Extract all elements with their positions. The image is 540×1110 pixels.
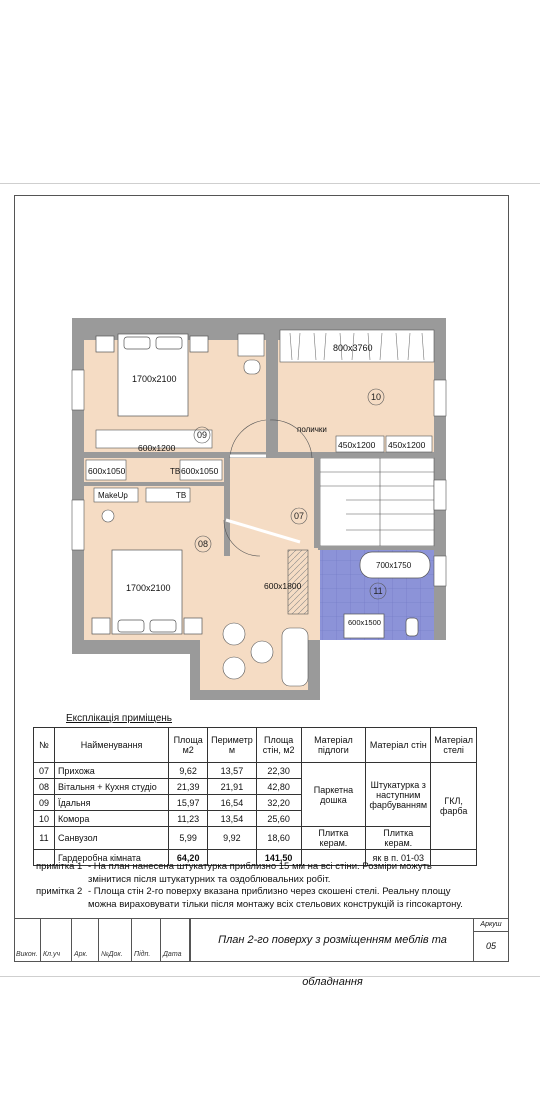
cell-doc-label: №Док. [101,951,123,958]
explication-title: Експлікація приміщень [66,713,172,724]
wardrobe-hall-label: 600x1800 [264,581,302,591]
table-row [34,763,477,779]
makeup-stool [102,510,114,522]
shelves-label: полички [297,425,327,434]
cell-no: 09 [34,795,55,811]
cell-perimeter: 21,91 [208,779,257,795]
cell-keys-label: Кл.уч [43,951,61,958]
cell-no: 08 [34,779,55,795]
cell-name: Комора [54,811,168,827]
cabinet-left1-label: 600x1050 [88,466,126,476]
cell-perimeter: 13,57 [208,763,257,779]
table-header-row [34,728,477,763]
cabinet-bedroom-label: 600x1200 [138,443,176,453]
cell-no: 07 [34,763,55,779]
header-floor-material: Матеріал підлоги [301,728,366,763]
cell-walls: 18,60 [256,827,301,850]
cell-walls: 42,80 [256,779,301,795]
note-2-label: примітка 2 [36,886,83,897]
room-11-number: 11 [373,586,383,596]
header-perimeter: Периметр м [208,728,257,763]
title-block [14,918,507,988]
drawing-title: План 2-го поверху з розміщенням меблів та обладнання [190,918,474,961]
stairs [320,458,434,546]
header-ceiling-material: Матеріал стелі [431,728,477,763]
cell-signature-label: Підп. [134,951,151,958]
cell-walls: 25,60 [256,811,301,827]
sheet-number: 05 [485,941,496,951]
cell-name: Вітальня + Кухня студіо [54,779,168,795]
note-1-label: примітка 1 [36,861,83,872]
cell-last-note: як в п. 01-03 [366,850,431,866]
header-area: Площа м2 [169,728,208,763]
cell-perimeter: 9,92 [208,827,257,850]
tv2-label: ТВ [176,491,187,500]
cell-no: 10 [34,811,55,827]
room-09-number: 09 [196,430,208,440]
room-08-number: 08 [197,539,209,549]
cell-wall-tile: Плитка керам. [366,827,431,850]
cell-sheet-label: Арк. [74,951,88,958]
cell-sheet [72,918,99,961]
note-2 [36,885,468,911]
tv1-label: ТВ [170,467,181,476]
note-2-text: - Площа стін 2-го поверху вказана приблизно через скошені стелі. Реальну площу можна вираховувати тільки після монтажу всіх стельових конструкцій із гіпсокартону. [88,886,463,910]
cell-area: 9,62 [169,763,208,779]
cell-name: Гардеробна кімната [54,850,168,866]
header-no: № [34,728,55,763]
cell-perimeter: 16,54 [208,795,257,811]
header-wall-material: Матеріал стін [366,728,431,763]
cell-name: Прихожа [54,763,168,779]
bed-top-label: 1700x2100 [132,374,177,384]
table-row [34,827,477,850]
shower-label: 600x1500 [348,618,381,627]
cell-area: 5,99 [169,827,208,850]
cell-area: 21,39 [169,779,208,795]
cell-executor [14,918,41,961]
header-walls: Площа стін, м2 [256,728,301,763]
cell-name: Санвузол [54,827,168,850]
cell-area: 11,23 [169,811,208,827]
header-name: Найменування [54,728,168,763]
cell-area: 64,20 [169,850,208,866]
cell-floor-tile: Плитка керам. [301,827,366,850]
cell-date-label: Дата [163,951,182,958]
sheet-label: Аркуш [474,919,508,932]
cell-perimeter: 13,54 [208,811,257,827]
cabinet-left2-label: 600x1050 [181,466,219,476]
cell-walls: 32,20 [256,795,301,811]
cell-wall-material: Штукатурка з наступним фарбуванням [366,763,431,827]
cell-area: 15,97 [169,795,208,811]
makeup-label: MakeUp [98,491,128,500]
explication-table [33,727,477,866]
cell-no: 11 [34,827,55,850]
bath-label: 700x1750 [376,561,412,570]
cell-date [161,918,190,961]
cell-keys [41,918,72,961]
cabinet-2-label: 450x1200 [388,440,426,450]
cell-walls: 22,30 [256,763,301,779]
cell-floor-material: Паркетна дошка [301,763,366,827]
cell-signature [132,918,161,961]
cell-executor-label: Викон. [16,951,38,958]
sheet-number-block [473,918,508,961]
cell-walls: 141,50 [256,850,301,866]
wardrobe-top-label: 800x3760 [333,343,373,353]
note-1 [36,860,468,886]
room-10-number: 10 [370,392,382,402]
bed-bottom-label: 1700x2100 [126,583,171,593]
room-07-number: 07 [293,511,305,521]
cell-name: Їдальня [54,795,168,811]
cell-doc [99,918,132,961]
cabinet-1-label: 450x1200 [338,440,376,450]
cell-ceiling-material: ГКЛ, фарба [431,763,477,850]
signature-cells [14,918,189,960]
note-1-text: - На план нанесена штукатурка приблизно 15 мм на всі стіни. Розміри можуть змінитися після штукатурних та оздоблювальних робіт. [88,861,432,885]
